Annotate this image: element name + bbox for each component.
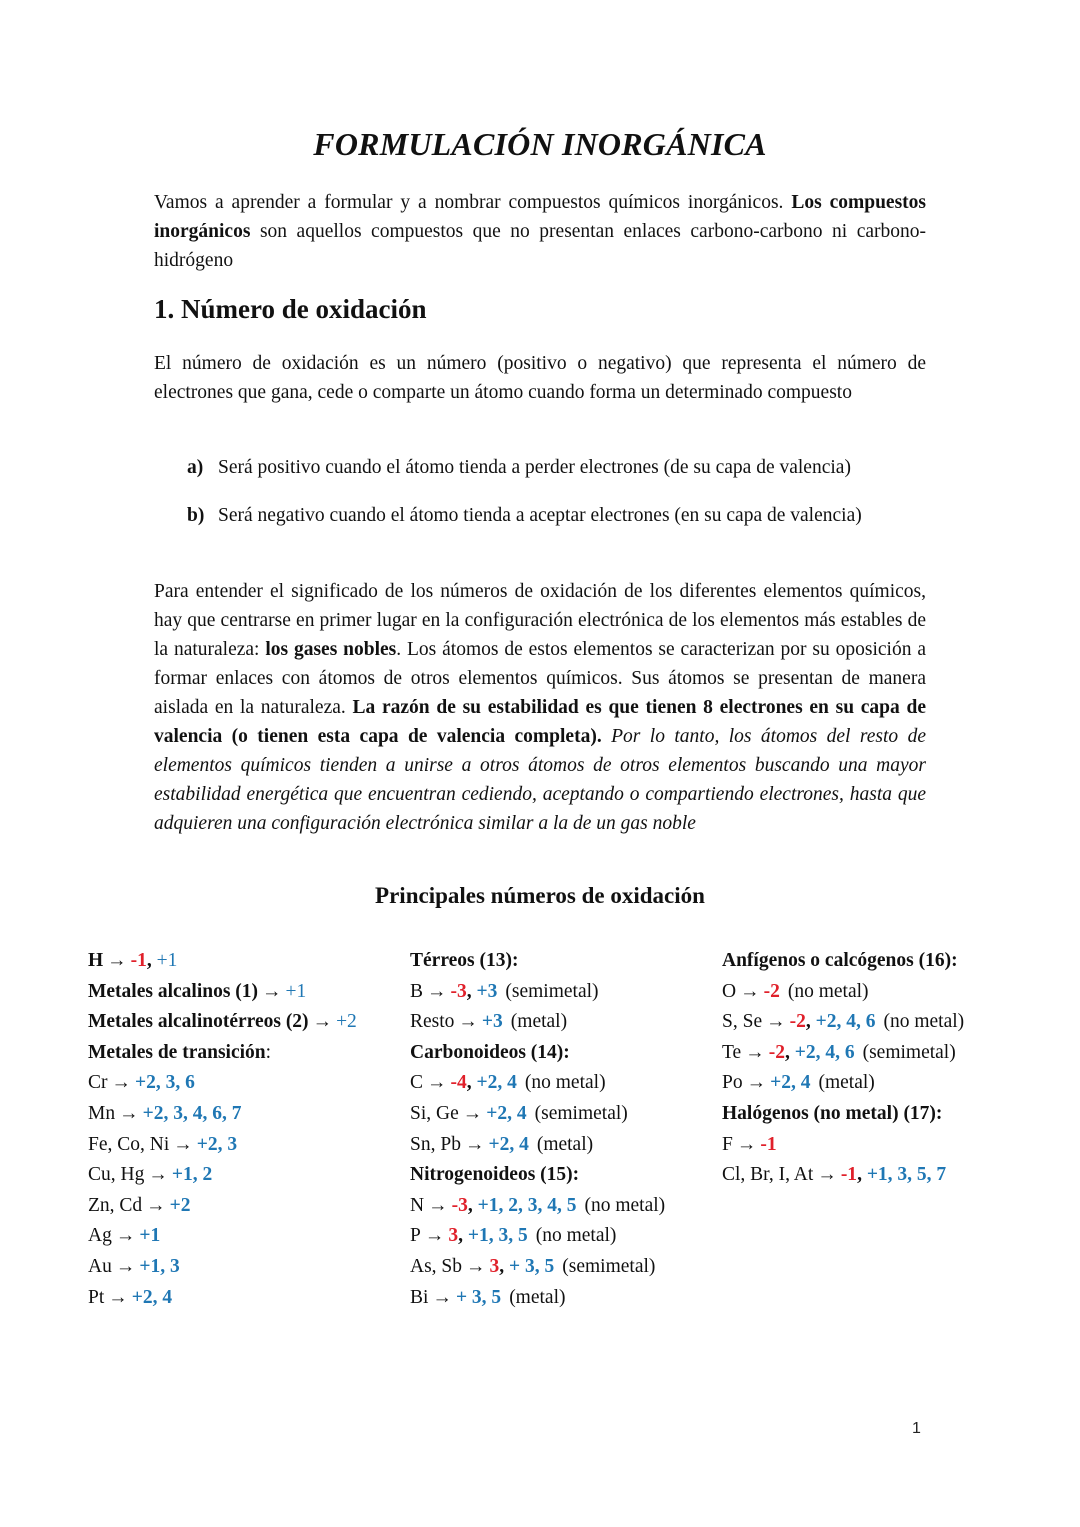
element-row: [410, 1007, 665, 1038]
negative-states: -1: [760, 1133, 777, 1155]
negative-states: -2: [768, 1041, 785, 1063]
positive-states: +1, 3, 5: [467, 1225, 528, 1247]
element-row: [88, 1191, 357, 1222]
element-type-note: (no metal): [524, 1072, 606, 1094]
arrow-icon: →: [736, 1133, 757, 1155]
element-row: [722, 1007, 964, 1038]
positive-states: +2, 4: [770, 1072, 811, 1094]
negative-states: -2: [789, 1011, 806, 1033]
separator: ,: [499, 1255, 510, 1277]
arrow-icon: →: [462, 1102, 483, 1124]
element-row: [410, 1099, 665, 1130]
explanation-text-2: . Los átomos de estos elementos se caracterizan por su oposición a formar enlaces con átomos de otros elementos químicos. Sus átomos se presentan de manera aislada en la naturaleza.: [154, 639, 926, 718]
element-row: [88, 1099, 357, 1130]
element-row: [722, 1038, 964, 1069]
group-header: [410, 1038, 665, 1069]
positive-states: +2, 4: [486, 1102, 527, 1124]
negative-states: -1: [130, 950, 147, 971]
element-label: H: [88, 950, 104, 971]
positive-states: +2, 3, 6: [135, 1072, 195, 1094]
separator: ,: [857, 1164, 867, 1186]
element-row: [88, 1221, 357, 1252]
element-row: [410, 1191, 665, 1222]
element-label: Sn, Pb: [410, 1133, 461, 1155]
element-type-note: (semimetal): [505, 980, 599, 1002]
element-label: Ag: [88, 1225, 112, 1247]
positive-states: +3: [476, 980, 498, 1002]
element-type-note: (metal): [510, 1011, 568, 1033]
element-row: [88, 1252, 357, 1283]
page-title: FORMULACIÓN INORGÁNICA: [313, 126, 767, 162]
arrow-icon: →: [148, 1164, 168, 1186]
element-row: [410, 1252, 665, 1283]
separator: ,: [466, 980, 477, 1002]
element-row: [88, 1283, 357, 1314]
element-type-note: (no metal): [584, 1194, 666, 1216]
arrow-icon: →: [746, 1072, 767, 1094]
explanation-italic: Por lo tanto, los átomos del resto de elementos químicos tienden a unirse a otros átomos de otros elementos buscando una mayor estabilidad energética que encuentran cediendo, aceptando o compartiendo electrones, hasta que adquieren una configuración electrónica similar a la de un gas noble: [154, 726, 926, 834]
element-row: [722, 1160, 964, 1191]
positive-states: +2, 4: [131, 1286, 173, 1308]
element-label: P: [410, 1225, 421, 1247]
arrow-icon: →: [427, 1072, 447, 1094]
page-number: 1: [912, 1420, 921, 1437]
element-label: Bi: [410, 1286, 429, 1308]
negative-states: 3: [448, 1225, 459, 1247]
element-type-note: (metal): [509, 1286, 566, 1308]
negative-states: -3: [451, 1194, 468, 1216]
separator: ,: [466, 1072, 477, 1094]
element-label: Resto: [410, 1011, 455, 1033]
element-label: As, Sb: [410, 1255, 463, 1277]
separator: ,: [146, 950, 157, 971]
element-label: F: [722, 1133, 733, 1155]
separator: ,: [784, 1041, 795, 1063]
list-marker: b): [187, 505, 205, 526]
separator: ,: [458, 1225, 468, 1247]
arrow-icon: →: [107, 950, 127, 971]
arrow-icon: →: [108, 1286, 128, 1308]
intro-text-1: Vamos a aprender a formular y a nombrar compuestos químicos inorgánicos.: [154, 192, 792, 213]
element-type-note: (semimetal): [862, 1041, 956, 1063]
explanation-paragraph: [154, 577, 926, 838]
oxidation-column-3: [722, 946, 964, 1191]
element-label: N: [410, 1194, 425, 1216]
positive-states: +2, 4, 6: [815, 1011, 876, 1033]
group-label: Carbonoideos (14):: [410, 1041, 570, 1063]
arrow-icon: →: [432, 1286, 452, 1308]
positive-states: +2, 3, 4, 6, 7: [142, 1102, 242, 1124]
element-type-note: (metal): [536, 1133, 594, 1155]
element-label: Cr: [88, 1072, 108, 1094]
arrow-icon: →: [427, 980, 447, 1002]
list-marker: a): [187, 457, 204, 478]
arrow-icon: →: [817, 1164, 837, 1186]
element-type-note: (semimetal): [562, 1255, 656, 1277]
group-header: [722, 946, 964, 977]
definition-paragraph: El número de oxidación es un número (positivo o negativo) que representa el número de electrones que gana, cede o comparte un átomo cuando forma un determinado compuesto: [154, 353, 926, 403]
element-row: [410, 1068, 665, 1099]
group-label: Halógenos (no metal) (17):: [722, 1102, 943, 1124]
element-row: [88, 1160, 357, 1191]
arrow-icon: →: [115, 1255, 136, 1277]
positive-states: + 3, 5: [455, 1286, 502, 1308]
arrow-icon: →: [173, 1133, 193, 1155]
element-row: [410, 1283, 665, 1314]
positive-states: +2, 4: [488, 1133, 529, 1155]
group-header: [410, 1160, 665, 1191]
intro-text-2: son aquellos compuestos que no presentan enlaces carbono-carbono ni carbono-hidrógeno: [154, 221, 926, 271]
positive-states: +2: [336, 1011, 357, 1033]
group-header: [410, 946, 665, 977]
element-type-note: (metal): [818, 1072, 875, 1094]
element-label: C: [410, 1072, 424, 1094]
element-row: [410, 1221, 665, 1252]
negative-states: -3: [450, 980, 467, 1002]
arrow-icon: →: [464, 1133, 485, 1155]
negative-states: 3: [489, 1255, 500, 1277]
positive-states: +2, 3: [196, 1133, 238, 1155]
positive-states: + 3, 5: [509, 1255, 555, 1277]
element-type-note: (no metal): [787, 980, 869, 1002]
arrow-icon: →: [740, 980, 760, 1002]
group-label: Metales de transición: [88, 1041, 266, 1063]
element-label: Cl, Br, I, At: [722, 1164, 814, 1186]
positive-states: +2, 4: [476, 1072, 517, 1094]
element-type-note: (no metal): [883, 1011, 965, 1033]
element-row: [410, 1130, 665, 1161]
element-label: Metales alcalinotérreos (2): [88, 1011, 309, 1033]
positive-states: +1: [156, 950, 178, 971]
positive-states: +2: [169, 1194, 191, 1216]
list-item-text: Será positivo cuando el átomo tienda a perder electrones (de su capa de valencia): [218, 457, 851, 478]
positive-states: +1, 3: [139, 1255, 180, 1277]
arrow-icon: →: [745, 1041, 765, 1063]
negative-states: -4: [450, 1072, 467, 1094]
explanation-bold-2: La razón de su estabilidad es que tienen 8 electrones en su capa de valencia (o tienen esta capa de valencia completa).: [154, 697, 926, 747]
element-label: Te: [722, 1041, 742, 1063]
element-row: [88, 1007, 357, 1038]
oxidation-table-title: Principales números de oxidación: [375, 883, 705, 908]
element-label: Mn: [88, 1102, 116, 1124]
group-label: Anfígenos o calcógenos (16):: [722, 950, 958, 971]
separator: ,: [805, 1011, 816, 1033]
negative-states: -2: [763, 980, 780, 1002]
positive-states: +1: [139, 1225, 161, 1247]
element-label: O: [722, 980, 737, 1002]
group-header: [88, 1038, 357, 1069]
explanation-bold-1: los gases nobles: [265, 639, 397, 660]
arrow-icon: →: [115, 1225, 136, 1247]
separator: ,: [467, 1194, 478, 1216]
element-label: Pt: [88, 1286, 105, 1308]
positive-states: +1, 3, 5, 7: [866, 1164, 947, 1186]
group-header: [722, 1099, 964, 1130]
element-label: Metales alcalinos (1): [88, 980, 259, 1002]
arrow-icon: →: [262, 980, 282, 1002]
element-row: [722, 1130, 964, 1161]
positive-states: +1: [285, 980, 307, 1002]
arrow-icon: →: [312, 1011, 333, 1033]
arrow-icon: →: [458, 1011, 478, 1033]
element-row: [88, 1068, 357, 1099]
element-label: Cu, Hg: [88, 1164, 145, 1186]
positive-states: +2, 4, 6: [794, 1041, 855, 1063]
group-label: Nitrogenoideos (15):: [410, 1164, 580, 1186]
group-label-suffix: :: [265, 1041, 272, 1063]
arrow-icon: →: [428, 1194, 448, 1216]
arrow-icon: →: [766, 1011, 786, 1033]
element-type-note: (no metal): [535, 1225, 617, 1247]
element-label: Au: [88, 1255, 112, 1277]
positive-states: +3: [481, 1011, 503, 1033]
element-row: [88, 1130, 357, 1161]
element-label: Po: [722, 1072, 743, 1094]
element-row: [88, 977, 357, 1008]
list-item-a: [187, 453, 926, 482]
intro-paragraph: [154, 188, 926, 275]
positive-states: +1, 2: [171, 1164, 213, 1186]
element-row: [410, 977, 665, 1008]
arrow-icon: →: [146, 1194, 166, 1216]
element-label: S, Se: [722, 1011, 763, 1033]
oxidation-column-1: [88, 946, 357, 1313]
intro-bold: Los compuestos inorgánicos: [154, 192, 926, 242]
element-label: Zn, Cd: [88, 1194, 143, 1216]
list-item-b: [187, 501, 926, 530]
group-label: Térreos (13):: [410, 950, 519, 971]
oxidation-column-2: [410, 946, 665, 1313]
list-item-text: Será negativo cuando el átomo tienda a aceptar electrones (en su capa de valencia): [218, 505, 862, 526]
arrow-icon: →: [466, 1255, 486, 1277]
element-type-note: (semimetal): [534, 1102, 628, 1124]
element-row: [722, 1068, 964, 1099]
arrow-icon: →: [119, 1102, 139, 1124]
element-row: [722, 977, 964, 1008]
explanation-text-1: Para entender el significado de los números de oxidación de los diferentes elementos químicos, hay que centrarse en primer lugar en la configuración electrónica de los elementos más estables de la naturaleza:: [154, 581, 926, 660]
arrow-icon: →: [111, 1072, 131, 1094]
element-label: Si, Ge: [410, 1102, 459, 1124]
element-label: B: [410, 980, 424, 1002]
negative-states: -1: [840, 1164, 858, 1186]
section-heading: 1. Número de oxidación: [154, 294, 427, 324]
arrow-icon: →: [424, 1225, 445, 1247]
positive-states: +1, 2, 3, 4, 5: [477, 1194, 577, 1216]
element-row: [88, 946, 357, 977]
element-label: Fe, Co, Ni: [88, 1133, 170, 1155]
